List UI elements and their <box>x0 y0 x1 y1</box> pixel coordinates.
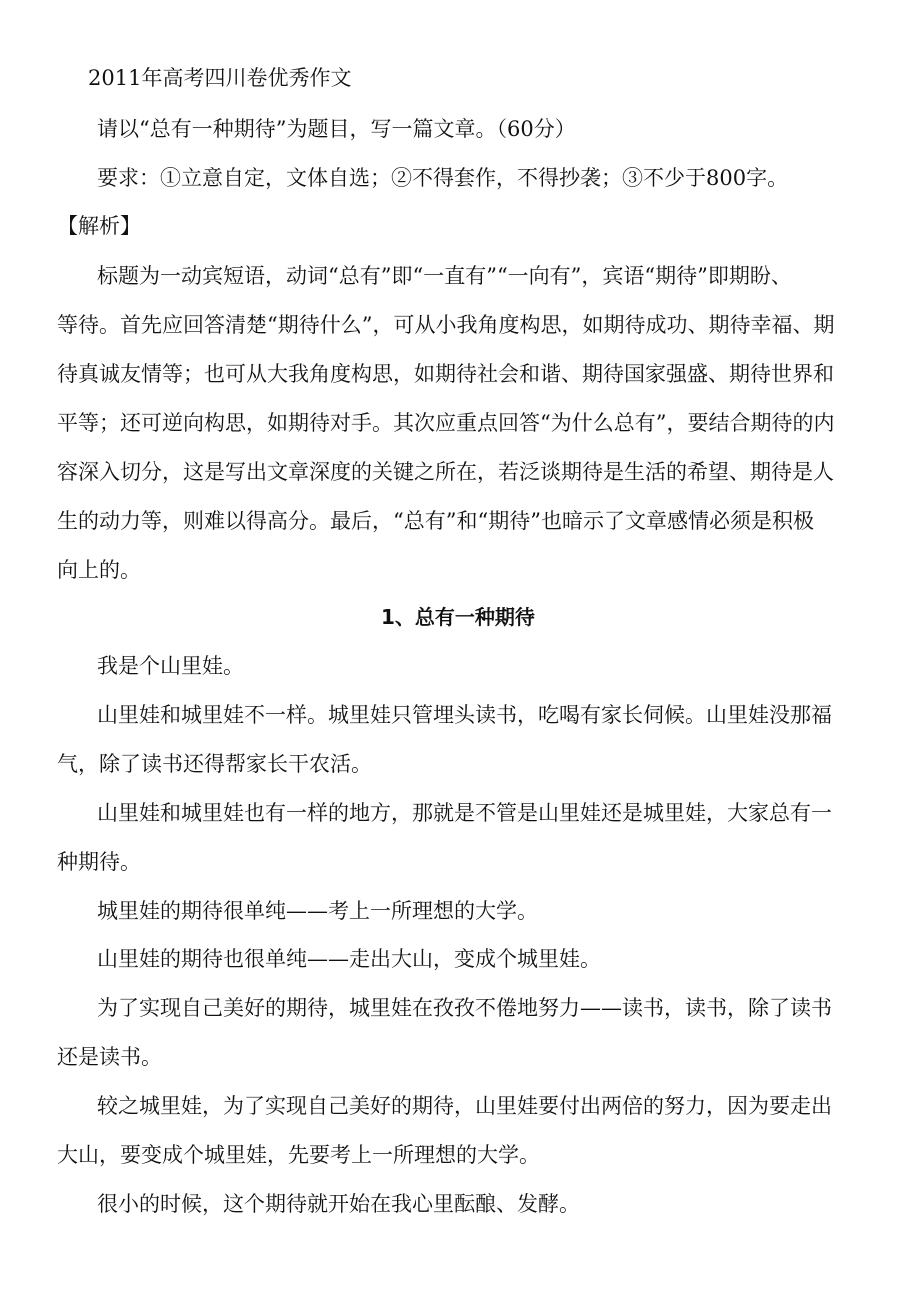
essay-line: 较之城里娃，为了实现自己美好的期待，山里娃要付出两倍的努力，因为要走出 <box>97 1094 832 1118</box>
essay-prompt: 请以“总有一种期待”为题目，写一篇文章。（60分） <box>97 117 576 141</box>
essay-line: 气，除了读书还得帮家长干农活。 <box>57 752 372 776</box>
analysis-line: 生的动力等，则难以得高分。最后，“总有”和“期待”也暗示了文章感情必须是积极 <box>57 509 814 533</box>
year-title: 2011年高考四川卷优秀作文 <box>88 66 352 90</box>
essay-line: 山里娃的期待也很单纯——走出大山，变成个城里娃。 <box>97 947 601 971</box>
essay-line: 山里娃和城里娃也有一样的地方，那就是不管是山里娃还是城里娃，大家总有一 <box>97 801 832 825</box>
analysis-line: 平等；还可逆向构思，如期待对手。其次应重点回答“为什么总有”，要结合期待的内 <box>57 411 835 435</box>
analysis-line: 向上的。 <box>57 558 141 582</box>
analysis-line: 等待。首先应回答清楚“期待什么”，可从小我角度构思，如期待成功、期待幸福、期 <box>57 313 835 337</box>
analysis-line: 待真诚友情等；也可从大我角度构思，如期待社会和谐、期待国家强盛、期待世界和 <box>57 362 834 386</box>
essay-line: 城里娃的期待很单纯——考上一所理想的大学。 <box>97 899 538 923</box>
essay-line: 山里娃和城里娃不一样。城里娃只管埋头读书，吃喝有家长伺候。山里娃没那福 <box>97 703 832 727</box>
analysis-line: 容深入切分，这是写出文章深度的关键之所在，若泛谈期待是生活的希望、期待是人 <box>57 460 834 484</box>
essay-line: 我是个山里娃。 <box>97 654 244 678</box>
analysis-line: 标题为一动宾短语，动词“总有”即“一直有”“一向有”，宾语“期待”即期盼、 <box>97 264 792 288</box>
essay-requirements: 要求：①立意自定，文体自选；②不得套作，不得抄袭；③不少于800字。 <box>97 166 789 190</box>
essay-title: 1、总有一种期待 <box>381 605 535 629</box>
essay-line: 还是读书。 <box>57 1045 162 1069</box>
essay-line: 种期待。 <box>57 850 141 874</box>
essay-line: 为了实现自己美好的期待，城里娃在孜孜不倦地努力——读书，读书，除了读书 <box>97 996 832 1020</box>
analysis-heading: 【解析】 <box>57 214 141 238</box>
essay-line: 很小的时候，这个期待就开始在我心里酝酿、发酵。 <box>97 1192 580 1216</box>
essay-line: 大山，要变成个城里娃，先要考上一所理想的大学。 <box>57 1143 540 1167</box>
